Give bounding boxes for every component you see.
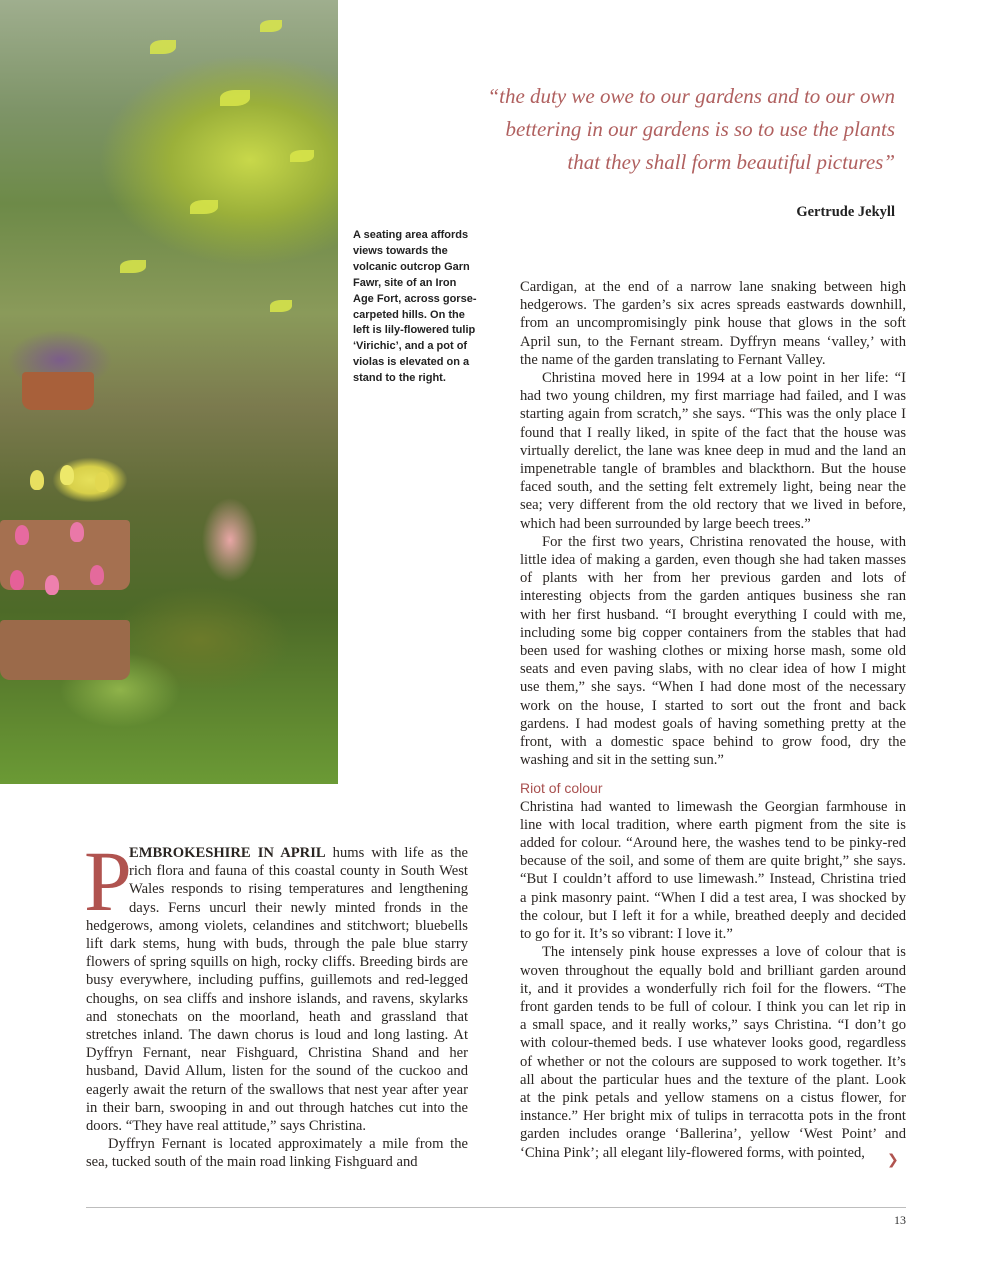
- text-line: April sun, to the Fernant stream. Dyffryn means ‘valley,’ with: [520, 333, 906, 350]
- text-line: because of the soil, and some of them are quite bright,” she says.: [520, 853, 906, 870]
- quote-line: “the duty we owe to our gardens and to our own: [487, 84, 895, 108]
- text-line: added for colour. “Around here, the washes tend to be pinky-red: [520, 835, 906, 852]
- quote-line: that they shall form beautiful pictures”: [567, 150, 895, 174]
- text-line: lift dark stems, hung with buds, through the pale blue starry: [86, 936, 468, 953]
- quote-line: bettering in our gardens is so to use the plants: [505, 117, 895, 141]
- chevron-right-icon: ❯: [887, 1152, 899, 1168]
- footer-rule: [86, 1207, 906, 1208]
- text-line: line with local tradition, where earth pigment from the site is: [520, 816, 906, 833]
- text-line: gardens. I had modest goals of having something pretty at the: [520, 715, 906, 732]
- text-line: the name of the garden translating to Fernant Valley.: [520, 351, 826, 368]
- text-line: and stonechats on the moorland, heath and grassland that: [86, 1008, 468, 1025]
- text-line: including some big copper containers from the stables that had: [520, 624, 906, 641]
- text-line: hedgerows, among violets, celandines and stitchwort; bluebells: [86, 917, 468, 934]
- text-line: with colour-themed beds. I use whatever looks good, regardless: [520, 1035, 906, 1052]
- text-line: Christina moved here in 1994 at a low point in her life: “I: [542, 370, 906, 387]
- text-line: Christina had wanted to limewash the Georgian farmhouse in: [520, 798, 906, 815]
- text-line: hedgerows. The garden’s six acres spreads eastwards downhill,: [520, 297, 906, 314]
- text-line: days. Ferns uncurl their newly minted fronds in the: [129, 899, 468, 916]
- text-line: seats and even paving slabs, with no clear idea of how I might: [520, 661, 906, 678]
- text-line: of whether or not the colours are supposed to work together. It’s: [520, 1053, 906, 1070]
- text-line: ‘China Pink’; all elegant lily-flowered forms, with pointed,: [520, 1144, 865, 1161]
- text-line: flowers of spring squills on high, rocky cliffs. Breeding birds are: [86, 954, 468, 971]
- text-line: woven throughout the equally bold and brilliant garden around: [520, 962, 906, 979]
- text-line: to go for it. It’s so vibrant: I love it.”: [520, 926, 733, 943]
- text-line: instance.” Her bright mix of tulips in terracotta pots in the front: [520, 1108, 906, 1125]
- text-line: work on the house, I started to sort out the front and back: [520, 697, 906, 714]
- quote-attribution: Gertrude Jekyll: [796, 204, 895, 220]
- text-line: sea, tucked south of the main road linking Fishguard and: [86, 1154, 418, 1171]
- right-column: [520, 278, 906, 1162]
- text-line: virtually derelict, the lane was knee deep in mud and the land an: [520, 442, 906, 459]
- text-line: Dyffryn Fernant, near Fishguard, Christina Shand and her: [86, 1045, 468, 1062]
- text-line: had two young children, my first marriage had failed, and I was: [520, 388, 906, 405]
- text-line: husband, David Allum, listen for the sound of the cuckoo and: [86, 1063, 468, 1080]
- drop-cap: P: [84, 833, 132, 929]
- text-line: at the pink petals and yellow stamens on a cistus flower, for: [520, 1089, 906, 1106]
- text-line: all about the particular hues and the texture of the plant. Look: [520, 1071, 906, 1088]
- text-line: Cardigan, at the end of a narrow lane snaking between high: [520, 279, 906, 295]
- text-line: Dyffryn Fernant is located approximately a mile from the: [108, 1136, 468, 1153]
- text-line: use them,” she says. “When I had done most of the necessary: [520, 679, 906, 696]
- text-line: washing and sit in the setting sun.”: [520, 752, 724, 769]
- photo-caption: A seating area affords views towards the volcanic outcrop Garn Fawr, site of an Iron Age Fort, across gorse-carpeted hills. On the left is lily-flowered tulip ‘Virichic’, and a pot of violas is elevated on a stand to the right.: [353, 229, 477, 385]
- text-line: faced south, and the setting felt extremely light, being near the: [520, 479, 906, 496]
- garden-photo: [0, 0, 338, 784]
- text-line: found that I really liked, in spite of the fact that the house was: [520, 424, 906, 441]
- text-line: a pink masonry paint. “When I did a test area, I was shocked by: [520, 889, 906, 906]
- text-line: stretches inland. The dawn chorus is loud and long lasting. At: [86, 1027, 468, 1044]
- text-line: eagerly await the return of the swallows that nest year after year: [86, 1081, 468, 1098]
- text-line: choughs, on sea cliffs and inshore islands, and ravens, skylarks: [86, 990, 468, 1007]
- text-line: front, with a domestic space behind to grow food, dry the: [520, 734, 906, 751]
- text-line: garden includes orange ‘Ballerina’, yellow ‘West Point’ and: [520, 1126, 906, 1143]
- text-line: Wales responds to rising temperatures and lengthening: [129, 881, 468, 898]
- text-line: doors. “They have real attitude,” says Christina.: [86, 1118, 367, 1135]
- text-line: [129, 844, 468, 862]
- page-number: 13: [894, 1213, 906, 1227]
- text-line: sea; very different from the old rectory that we lived in before,: [520, 497, 906, 514]
- text-line: The intensely pink house expresses a love of colour that is: [542, 944, 906, 961]
- text-line: impenetrable tangle of brambles and blackthorn. But the house: [520, 461, 906, 478]
- text-line: a small space, and it really works,” says Christina. “I don’t go: [520, 1017, 906, 1034]
- pull-quote: [435, 80, 895, 179]
- text-line: interesting objects from the garden antiques business she ran: [520, 588, 906, 605]
- text-line: front garden tends to be full of colour. I think you can let rip in: [520, 998, 906, 1015]
- text-line: the colour, but I left it for a while, breathed deeply and decided: [520, 907, 906, 924]
- lead-in: EMBROKESHIRE IN APRIL: [129, 845, 326, 861]
- text-line: little idea of making a garden, even though she had taken masses: [520, 552, 906, 569]
- text-line: For the first two years, Christina renovated the house, with: [542, 533, 906, 550]
- text-line: which had been surrounded by large beech trees.”: [520, 515, 811, 532]
- text-line: it, and it provides a wonderfully rich foil for the flowers. “The: [520, 980, 906, 997]
- lead-rest: hums with life as the: [325, 845, 468, 861]
- left-column: [84, 833, 468, 1172]
- text-line: busy everywhere, including puffins, guillemots and red-legged: [86, 972, 468, 989]
- text-line: been used for washing clothes or mixing horse mash, some old: [520, 643, 906, 660]
- text-line: with her first husband. “I brought everything I could with me,: [520, 606, 906, 623]
- text-line: of plants with her from her previous garden and lots of: [520, 570, 906, 587]
- text-line: rich flora and fauna of this coastal county in South West: [129, 863, 468, 880]
- text-line: starting again from scratch,” she says. “This was the only place I: [520, 406, 906, 423]
- text-line: “But I couldn’t afford to use limewash.” Instead, Christina tried: [520, 871, 906, 888]
- section-heading: Riot of colour: [520, 780, 603, 797]
- text-line: from an uncompromisingly pink house that glows in the soft: [520, 315, 906, 332]
- text-line: in their barn, swooping in and out through hatches cut into the: [86, 1099, 468, 1116]
